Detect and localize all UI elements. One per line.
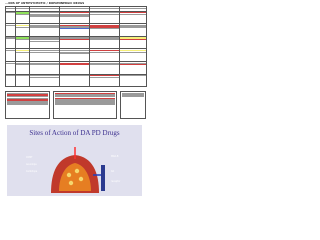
embedded-slide [7,125,142,196]
table-cell [6,36,16,49]
drug-table [5,6,147,87]
table-cell [60,61,90,74]
vesicle [69,181,73,185]
table-row [6,49,147,62]
table-cell [120,49,147,62]
table-cell [16,49,30,62]
slide-label-da: DA [111,170,115,173]
table-cell [16,36,30,49]
notes-box-right [120,91,146,119]
slide-title: Sites of Action of DA PD Drugs [29,129,120,137]
table-row [6,36,147,49]
vesicle [75,169,79,173]
slide-label-levodopa: Levodopa [26,163,37,166]
vesicle [67,173,71,177]
table-cell [30,36,60,49]
table-cell [6,49,16,62]
notes-box-middle [53,91,117,119]
table-cell [6,11,16,24]
table-cell [90,74,120,87]
table-cell [6,74,16,87]
slide-label-comt: COMT [26,156,33,159]
table-cell [30,49,60,62]
table-row [6,74,147,87]
neuron-diagram [43,145,107,195]
table-cell [16,74,30,87]
table-cell [30,24,60,37]
table-row [6,11,147,24]
document-page [0,0,149,198]
table-cell [60,24,90,37]
table-row [6,61,147,74]
table-cell [90,61,120,74]
table-cell [30,61,60,74]
table-cell [120,74,147,87]
table-cell [16,11,30,24]
table-cell [60,36,90,49]
vesicle [79,177,83,181]
table-cell [60,74,90,87]
table-cell [90,11,120,24]
notes-box-left [5,91,50,119]
table-cell [90,24,120,37]
table-cell [16,61,30,74]
slide-label-carbidopa: Carbidopa [26,170,38,173]
table-row [6,24,147,37]
table-cell [30,74,60,87]
table-cell [120,36,147,49]
table-cell [90,49,120,62]
document-header: ...ONS OF ANTIPSYCHOTIC / DOPAMINERGIC DRUGS [5,2,85,5]
table-cell [60,11,90,24]
slide-label-maob: MAO-B [111,155,119,158]
table-cell [6,24,16,37]
table-cell [120,11,147,24]
table-cell [16,24,30,37]
table-cell [90,36,120,49]
table-cell [120,24,147,37]
table-cell [6,61,16,74]
postsynaptic-membrane [101,165,105,191]
table-cell [30,11,60,24]
table-cell [60,49,90,62]
slide-label-receptor: receptor [111,180,121,183]
notes-section [5,91,146,119]
table-cell [120,61,147,74]
